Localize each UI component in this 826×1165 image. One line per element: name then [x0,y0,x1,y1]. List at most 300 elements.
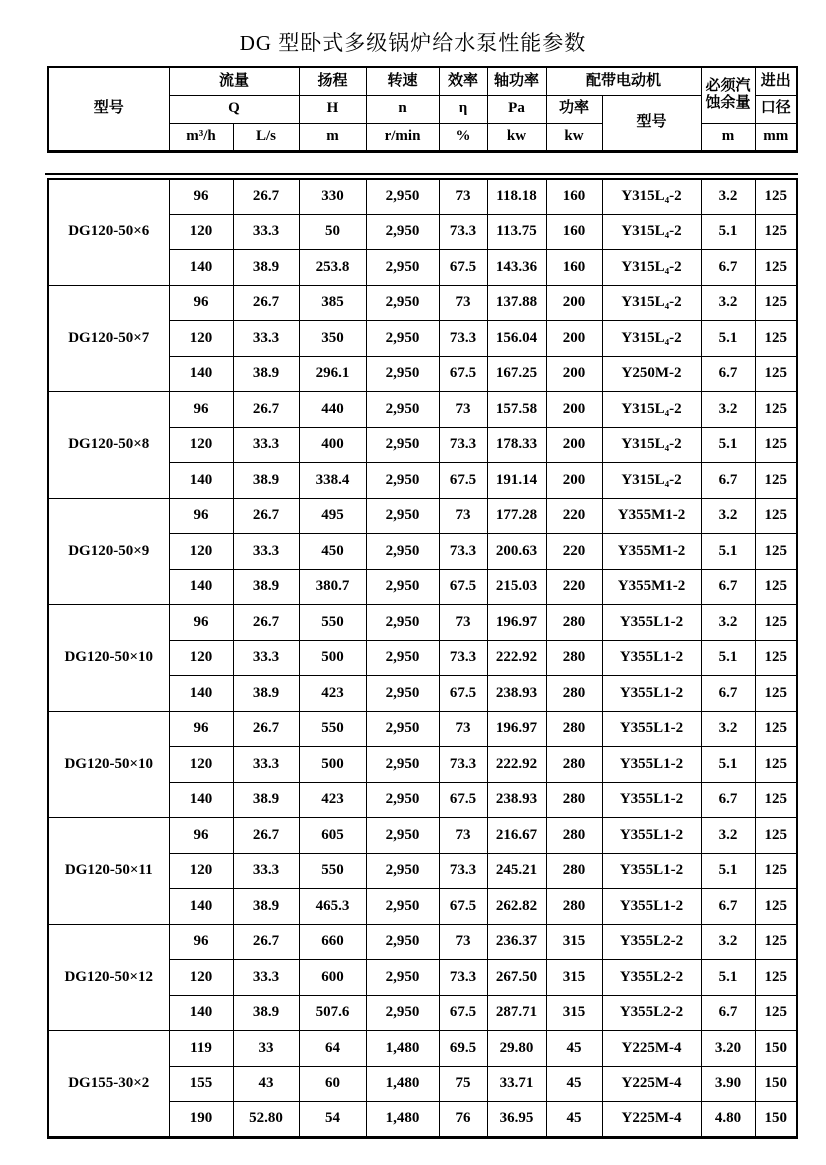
data-cell: 222.92 [487,640,546,676]
data-cell: 177.28 [487,498,546,534]
data-cell: 73 [439,605,487,641]
header-table [47,66,798,153]
data-cell: 36.95 [487,1102,546,1138]
data-cell: 450 [299,534,366,570]
data-cell: 1,480 [366,1066,439,1102]
data-cell: 2,950 [366,534,439,570]
data-cell: 160 [546,250,602,286]
data-cell: 67.5 [439,676,487,712]
data-cell: 280 [546,818,602,854]
data-cell: Y315L₄-2 [602,250,701,286]
data-cell: Y355L1-2 [602,676,701,712]
data-cell: 119 [169,1031,233,1067]
data-cell: 500 [299,640,366,676]
data-cell: 315 [546,960,602,996]
speed-unit: r/min [366,123,439,151]
data-cell: 125 [755,960,797,996]
data-cell: 26.7 [233,179,299,215]
data-cell: 220 [546,569,602,605]
speed-symbol: n [366,95,439,123]
data-cell: 440 [299,392,366,428]
data-cell: 125 [755,711,797,747]
data-cell: 315 [546,995,602,1031]
data-cell: 73.3 [439,321,487,357]
data-cell: 315 [546,924,602,960]
data-cell: 125 [755,889,797,925]
data-cell: 350 [299,321,366,357]
data-cell: 1,480 [366,1102,439,1138]
data-cell: 33.3 [233,214,299,250]
data-cell: 160 [546,179,602,215]
pump-model-cell: DG120-50×7 [48,285,169,392]
data-cell: 140 [169,889,233,925]
data-cell: 2,950 [366,711,439,747]
data-cell: 125 [755,676,797,712]
data-cell: 4.80 [701,1102,755,1138]
data-cell: 120 [169,853,233,889]
data-cell: 2,950 [366,995,439,1031]
table-row [48,498,797,534]
data-cell: 140 [169,463,233,499]
data-cell: 45 [546,1102,602,1138]
data-cell: 2,950 [366,498,439,534]
data-cell: 73.3 [439,853,487,889]
data-cell: 38.9 [233,463,299,499]
data-cell: 222.92 [487,747,546,783]
data-cell: 96 [169,179,233,215]
data-cell: 220 [546,534,602,570]
data-cell: 96 [169,924,233,960]
flow-symbol: Q [169,95,299,123]
data-cell: 245.21 [487,853,546,889]
data-cell: 5.1 [701,853,755,889]
data-cell: 200 [546,356,602,392]
table-row [48,924,797,960]
data-cell: 3.2 [701,179,755,215]
data-cell: 96 [169,498,233,534]
col-header-motor: 配带电动机 [546,67,701,95]
data-cell: 143.36 [487,250,546,286]
data-cell: Y315L₄-2 [602,427,701,463]
data-cell: 137.88 [487,285,546,321]
data-cell: 2,950 [366,392,439,428]
data-cell: 238.93 [487,782,546,818]
col-header-flow: 流量 [169,67,299,95]
data-cell: 38.9 [233,250,299,286]
data-cell: 2,950 [366,427,439,463]
shaft-power-symbol: Pa [487,95,546,123]
col-header-model: 型号 [48,67,169,151]
data-cell: 550 [299,605,366,641]
data-cell: 3.2 [701,711,755,747]
col-header-head: 扬程 [299,67,366,95]
data-cell: 156.04 [487,321,546,357]
data-cell: 26.7 [233,498,299,534]
data-cell: 605 [299,818,366,854]
data-cell: 125 [755,534,797,570]
body-table [47,178,798,1139]
data-cell: 38.9 [233,356,299,392]
data-cell: 67.5 [439,569,487,605]
data-cell: 465.3 [299,889,366,925]
data-cell: 33.3 [233,853,299,889]
data-cell: Y315L₄-2 [602,321,701,357]
efficiency-unit: % [439,123,487,151]
npsh-unit: m [701,123,755,151]
data-cell: 280 [546,605,602,641]
data-cell: 150 [755,1031,797,1067]
data-cell: 45 [546,1066,602,1102]
data-cell: 167.25 [487,356,546,392]
data-cell: Y355L1-2 [602,818,701,854]
data-cell: 2,950 [366,250,439,286]
data-cell: 200 [546,392,602,428]
table-row [48,605,797,641]
head-symbol: H [299,95,366,123]
data-cell: 125 [755,214,797,250]
data-cell: 6.7 [701,569,755,605]
data-cell: 38.9 [233,782,299,818]
col-header-shaft-power: 轴功率 [487,67,546,95]
data-cell: 120 [169,214,233,250]
data-cell: 26.7 [233,285,299,321]
data-cell: 120 [169,640,233,676]
data-cell: 67.5 [439,782,487,818]
data-cell: 73 [439,924,487,960]
data-cell: 54 [299,1102,366,1138]
data-cell: 73 [439,285,487,321]
npsh-label-line1: 必须汽 [705,78,751,94]
data-cell: 140 [169,250,233,286]
data-cell: 73 [439,392,487,428]
data-cell: 550 [299,853,366,889]
data-cell: 287.71 [487,995,546,1031]
data-cell: 125 [755,569,797,605]
data-cell: 3.90 [701,1066,755,1102]
table-row [48,179,797,215]
data-cell: 120 [169,427,233,463]
table-row [48,1031,797,1067]
data-cell: 69.5 [439,1031,487,1067]
data-cell: 120 [169,321,233,357]
data-cell: 38.9 [233,676,299,712]
pump-model-cell: DG120-50×8 [48,392,169,499]
data-cell: 26.7 [233,392,299,428]
data-cell: 160 [546,214,602,250]
data-cell: Y225M-4 [602,1031,701,1067]
data-cell: 2,950 [366,640,439,676]
data-cell: 73.3 [439,960,487,996]
data-cell: Y225M-4 [602,1102,701,1138]
motor-power-unit: kw [546,123,602,151]
data-cell: 215.03 [487,569,546,605]
table-row [48,392,797,428]
data-cell: 140 [169,676,233,712]
data-cell: 400 [299,427,366,463]
data-cell: 3.2 [701,605,755,641]
data-cell: 150 [755,1102,797,1138]
data-cell: 280 [546,853,602,889]
data-cell: 29.80 [487,1031,546,1067]
data-cell: 52.80 [233,1102,299,1138]
data-cell: 280 [546,747,602,783]
data-cell: 6.7 [701,889,755,925]
data-cell: 196.97 [487,711,546,747]
data-cell: 125 [755,818,797,854]
data-cell: 3.2 [701,818,755,854]
data-cell: 200 [546,285,602,321]
data-cell: 64 [299,1031,366,1067]
data-cell: 67.5 [439,356,487,392]
data-cell: 6.7 [701,782,755,818]
data-cell: 507.6 [299,995,366,1031]
data-cell: 280 [546,676,602,712]
data-cell: 76 [439,1102,487,1138]
data-cell: 338.4 [299,463,366,499]
data-cell: 73.3 [439,747,487,783]
data-cell: 125 [755,321,797,357]
data-cell: 5.1 [701,640,755,676]
flow-unit-ls: L/s [233,123,299,151]
data-cell: 236.37 [487,924,546,960]
data-cell: 73 [439,711,487,747]
data-cell: Y355L1-2 [602,889,701,925]
data-cell: 2,950 [366,605,439,641]
data-cell: 125 [755,427,797,463]
data-cell: 178.33 [487,427,546,463]
data-cell: 155 [169,1066,233,1102]
head-unit: m [299,123,366,151]
data-cell: 38.9 [233,569,299,605]
data-cell: 50 [299,214,366,250]
data-cell: Y315L₄-2 [602,392,701,428]
data-cell: 38.9 [233,995,299,1031]
data-cell: Y315L₄-2 [602,463,701,499]
data-cell: 26.7 [233,818,299,854]
data-cell: 262.82 [487,889,546,925]
table-row [48,285,797,321]
data-cell: 600 [299,960,366,996]
data-cell: 2,950 [366,924,439,960]
data-cell: 125 [755,498,797,534]
port-unit: mm [755,123,797,151]
data-cell: 140 [169,569,233,605]
data-cell: Y315L₄-2 [602,285,701,321]
data-cell: 280 [546,782,602,818]
pump-model-cell: DG155-30×2 [48,1031,169,1138]
data-cell: Y355L1-2 [602,782,701,818]
data-cell: 125 [755,463,797,499]
data-cell: 3.2 [701,285,755,321]
data-cell: 380.7 [299,569,366,605]
data-cell: 43 [233,1066,299,1102]
data-cell: 150 [755,1066,797,1102]
data-cell: 6.7 [701,463,755,499]
data-cell: 5.1 [701,534,755,570]
data-cell: 200 [546,427,602,463]
data-cell: 296.1 [299,356,366,392]
data-cell: 3.2 [701,498,755,534]
data-cell: 6.7 [701,356,755,392]
flow-unit-m3h: m³/h [169,123,233,151]
data-cell: Y315L₄-2 [602,214,701,250]
data-cell: 96 [169,711,233,747]
data-cell: 140 [169,995,233,1031]
data-cell: 5.1 [701,321,755,357]
data-cell: 26.7 [233,711,299,747]
data-cell: 73.3 [439,427,487,463]
data-cell: 200 [546,463,602,499]
data-cell: 113.75 [487,214,546,250]
data-cell: 2,950 [366,782,439,818]
data-cell: 33.3 [233,960,299,996]
data-cell: Y225M-4 [602,1066,701,1102]
data-cell: Y355M1-2 [602,534,701,570]
data-cell: 2,950 [366,321,439,357]
data-cell: Y355M1-2 [602,498,701,534]
data-cell: 26.7 [233,605,299,641]
data-cell: 125 [755,640,797,676]
data-cell: 118.18 [487,179,546,215]
data-cell: Y355L1-2 [602,747,701,783]
data-cell: 73 [439,498,487,534]
data-cell: 26.7 [233,924,299,960]
data-cell: 125 [755,392,797,428]
data-cell: 2,950 [366,179,439,215]
data-cell: 2,950 [366,747,439,783]
data-cell: 73.3 [439,214,487,250]
data-cell: 2,950 [366,818,439,854]
data-cell: 2,950 [366,889,439,925]
data-cell: 45 [546,1031,602,1067]
data-cell: 200 [546,321,602,357]
data-cell: Y355M1-2 [602,569,701,605]
data-cell: 73.3 [439,534,487,570]
data-cell: 5.1 [701,427,755,463]
data-cell: 6.7 [701,995,755,1031]
data-cell: 140 [169,356,233,392]
table-row [48,818,797,854]
pump-model-cell: DG120-50×9 [48,498,169,605]
data-cell: 125 [755,250,797,286]
data-cell: 2,950 [366,853,439,889]
motor-power-label: 功率 [546,95,602,123]
data-cell: 120 [169,534,233,570]
page-title: DG 型卧式多级锅炉给水泵性能参数 [239,31,587,55]
data-cell: 190 [169,1102,233,1138]
data-cell: 120 [169,960,233,996]
pump-model-cell: DG120-50×11 [48,818,169,925]
data-cell: Y355L2-2 [602,960,701,996]
data-cell: 385 [299,285,366,321]
npsh-label-line2: 蚀余量 [705,95,751,112]
data-cell: 33 [233,1031,299,1067]
body-table-rows [48,179,797,1138]
data-cell: 125 [755,605,797,641]
data-cell: 60 [299,1066,366,1102]
data-cell: 73 [439,179,487,215]
data-cell: 267.50 [487,960,546,996]
table-continuation-rule [45,173,798,175]
data-cell: 220 [546,498,602,534]
data-cell: 33.3 [233,321,299,357]
data-cell: 500 [299,747,366,783]
data-cell: 550 [299,711,366,747]
data-cell: 495 [299,498,366,534]
data-cell: 33.3 [233,640,299,676]
col-header-speed: 转速 [366,67,439,95]
data-cell: Y355L2-2 [602,924,701,960]
data-cell: 191.14 [487,463,546,499]
data-cell: 140 [169,782,233,818]
data-cell: Y355L1-2 [602,640,701,676]
data-cell: 73 [439,818,487,854]
motor-model-label: 型号 [602,95,701,151]
data-cell: 196.97 [487,605,546,641]
data-cell: 67.5 [439,463,487,499]
data-cell: 125 [755,285,797,321]
data-cell: 2,950 [366,676,439,712]
data-cell: 2,950 [366,463,439,499]
data-cell: 33.3 [233,534,299,570]
data-cell: 157.58 [487,392,546,428]
data-cell: 6.7 [701,250,755,286]
col-header-port-line1: 进出 [755,67,797,95]
data-cell: 67.5 [439,250,487,286]
data-cell: 660 [299,924,366,960]
data-cell: 253.8 [299,250,366,286]
data-cell: 1,480 [366,1031,439,1067]
data-cell: 96 [169,285,233,321]
data-cell: 33.3 [233,747,299,783]
shaft-power-unit: kw [487,123,546,151]
table-row [48,711,797,747]
data-cell: 3.2 [701,924,755,960]
data-cell: Y315L₄-2 [602,179,701,215]
pump-model-cell: DG120-50×10 [48,711,169,818]
data-cell: 423 [299,676,366,712]
data-cell: 5.1 [701,214,755,250]
data-cell: 33.3 [233,427,299,463]
data-cell: 125 [755,179,797,215]
col-header-efficiency: 效率 [439,67,487,95]
data-cell: 216.67 [487,818,546,854]
pump-model-cell: DG120-50×10 [48,605,169,712]
data-cell: 33.71 [487,1066,546,1102]
data-cell: 67.5 [439,889,487,925]
data-cell: 120 [169,747,233,783]
data-cell: 67.5 [439,995,487,1031]
data-cell: 280 [546,711,602,747]
data-cell: Y355L1-2 [602,711,701,747]
data-cell: 125 [755,924,797,960]
data-cell: 423 [299,782,366,818]
data-cell: 3.20 [701,1031,755,1067]
data-cell: 125 [755,747,797,783]
data-cell: 2,950 [366,569,439,605]
data-cell: 96 [169,605,233,641]
header-row-1 [48,67,797,95]
col-header-port-line2: 口径 [755,95,797,123]
col-header-npsh [701,67,755,123]
data-cell: 5.1 [701,747,755,783]
data-cell: Y355L1-2 [602,605,701,641]
data-cell: Y250M-2 [602,356,701,392]
data-cell: 96 [169,818,233,854]
data-cell: 200.63 [487,534,546,570]
data-cell: 5.1 [701,960,755,996]
data-cell: 73.3 [439,640,487,676]
